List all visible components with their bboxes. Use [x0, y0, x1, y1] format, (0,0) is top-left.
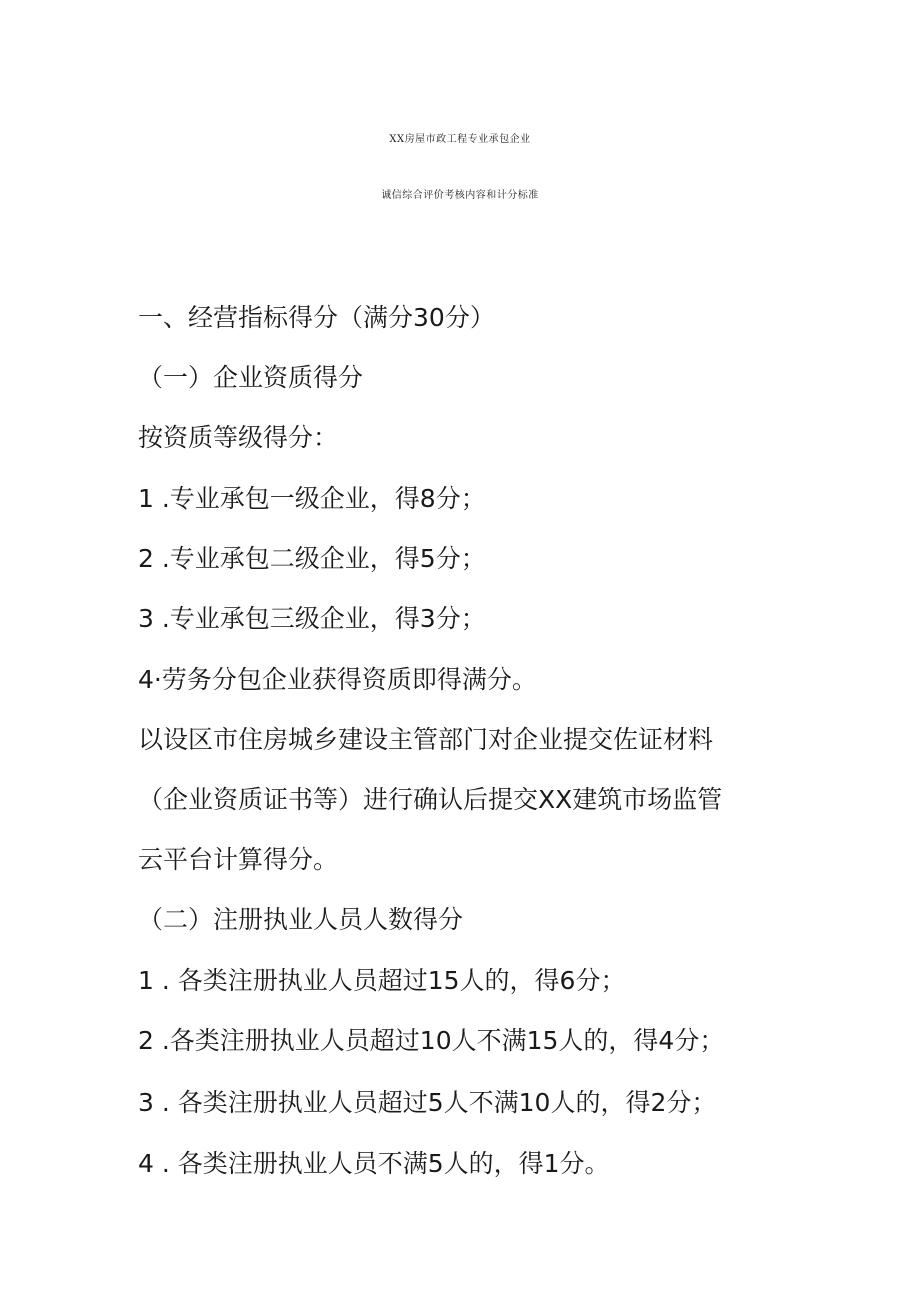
paragraph-text: （企业资质证书等）进行确认后提交XX建筑市场监管	[138, 785, 723, 814]
paragraph-text: 按资质等级得分：	[138, 423, 339, 452]
section-heading-business-indicators: 一、经营指标得分（满分30分）	[138, 303, 495, 332]
list-item: 4·劳务分包企业获得资质即得满分。	[138, 665, 537, 694]
list-item: 3 .专业承包三级企业，得3分；	[138, 604, 486, 633]
subsection-heading-qualification: （一）企业资质得分	[138, 363, 364, 392]
paragraph-text: 云平台计算得分。	[138, 845, 339, 874]
list-item: 1 . 各类注册执业人员超过15人的，得6分；	[138, 966, 626, 995]
list-item: 2 .专业承包二级企业，得5分；	[138, 544, 486, 573]
document-title-line-1: XX房屋市政工程专业承包企业	[389, 134, 531, 145]
list-item: 3 . 各类注册执业人员超过5人不满10人的，得2分；	[138, 1088, 717, 1117]
list-item: 1 .专业承包一级企业，得8分；	[138, 484, 486, 513]
paragraph-text: 以设区市住房城乡建设主管部门对企业提交佐证材料	[138, 725, 714, 754]
subsection-heading-registered-personnel: （二）注册执业人员人数得分	[138, 905, 464, 934]
document-title-line-2: 诚信综合评价考核内容和计分标准	[381, 190, 539, 201]
list-item: 2 .各类注册执业人员超过10人不满15人的，得4分；	[138, 1026, 725, 1055]
list-item: 4 . 各类注册执业人员不满5人的，得1分。	[138, 1149, 610, 1178]
